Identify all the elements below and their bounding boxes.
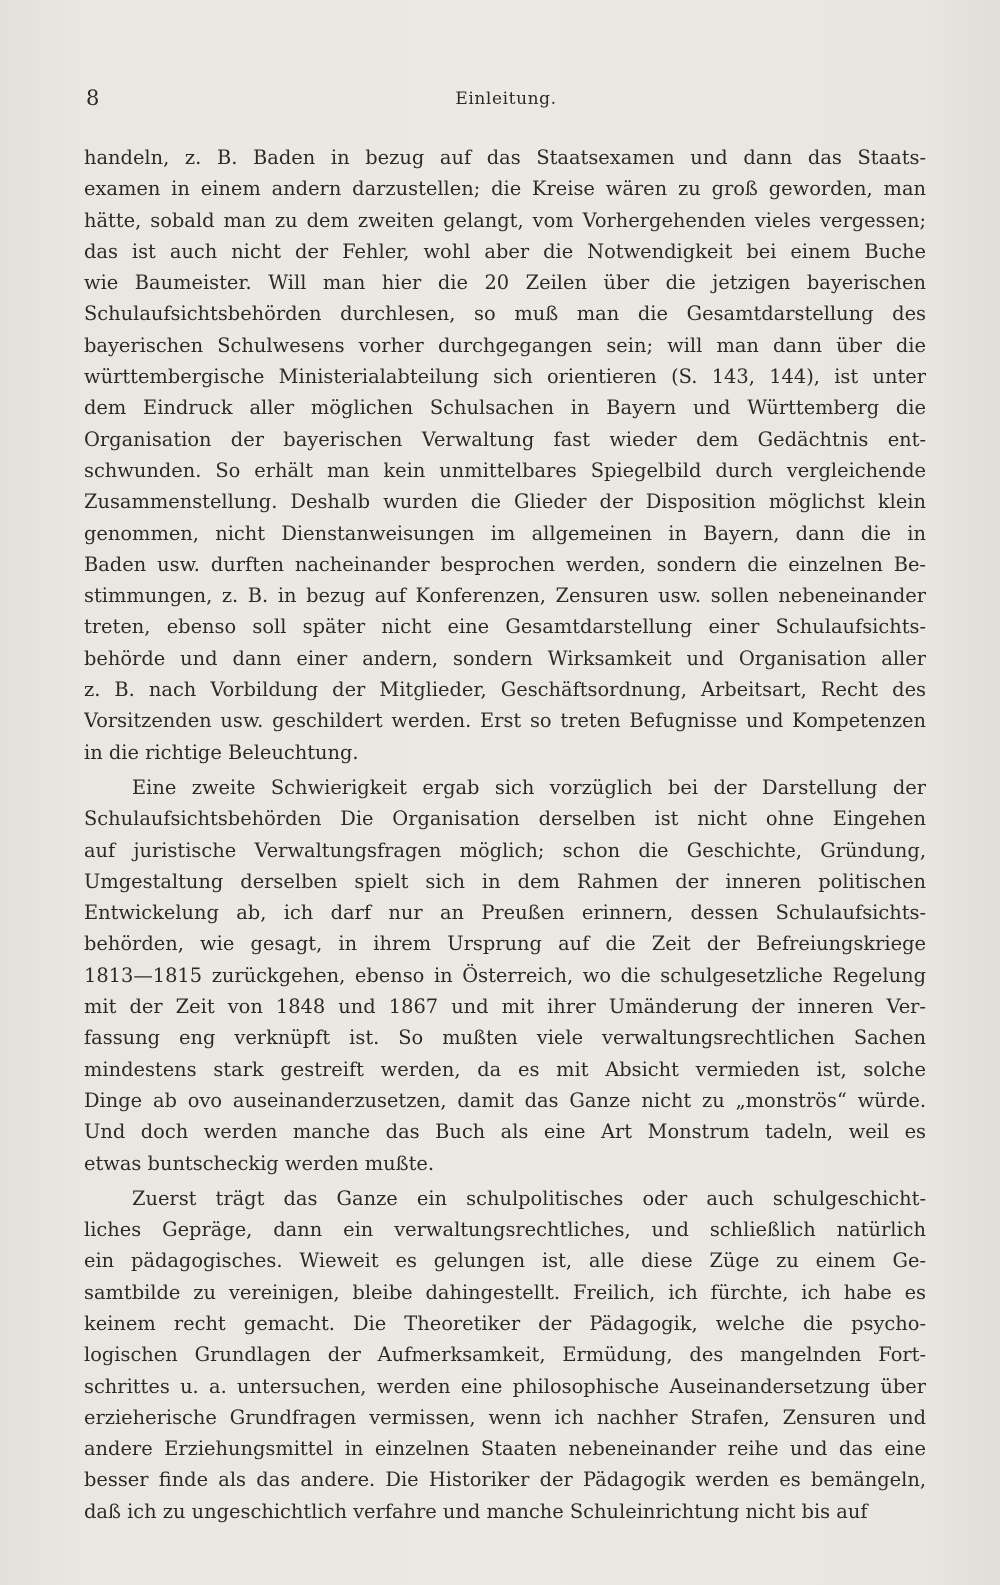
text-line: Vorsitzenden usw. geschildert werden. Erst so treten Befugnisse und Kompetenzen [84, 709, 926, 733]
text-line: logischen Grundlagen der Aufmerksamkeit, Ermüdung, des mangelnden Fort- [84, 1343, 926, 1367]
text-line: examen in einem andern darzustellen; die Kreise wären zu groß geworden, man [84, 177, 926, 201]
text-line: das ist auch nicht der Fehler, wohl aber die Notwendigkeit bei einem Buche [84, 239, 926, 263]
text-line: keinem recht gemacht. Die Theoretiker der Pädagogik, welche die psycho- [84, 1311, 926, 1335]
text-line: handeln, z. B. Baden in bezug auf das Staatsexamen und dann das Staats- [84, 146, 926, 169]
text-line: fassung eng verknüpft ist. So mußten viele verwaltungsrechtlichen Sachen [84, 1026, 926, 1050]
running-head-title: Einleitung. [455, 89, 557, 109]
text-line: Zusammenstellung. Deshalb wurden die Glieder der Disposition möglichst klein [84, 490, 926, 514]
paragraph [84, 142, 926, 768]
text-line: etwas buntscheckig werden mußte. [84, 1151, 435, 1175]
text-line: 1813—1815 zurückgehen, ebenso in Österreich, wo die schulgesetzliche Regelung [84, 963, 926, 987]
text-line: Baden usw. durften nacheinander besprochen werden, sondern die einzelnen Be- [84, 552, 926, 576]
text-line: Eine zweite Schwierigkeit ergab sich vorzüglich bei der Darstellung der [132, 775, 926, 799]
paragraph [84, 772, 926, 1179]
text-line: andere Erziehungsmittel in einzelnen Staaten nebeneinander reihe und das eine [84, 1437, 926, 1461]
text-line: besser finde als das andere. Die Historiker der Pädagogik werden es bemängeln, [84, 1468, 926, 1492]
text-line: Zuerst trägt das Ganze ein schulpolitisches oder auch schulgeschicht- [132, 1186, 926, 1210]
text-line: in die richtige Beleuchtung. [84, 740, 359, 764]
text-line: z. B. nach Vorbildung der Mitglieder, Geschäftsordnung, Arbeitsart, Recht des [84, 678, 926, 702]
text-line: treten, ebenso soll später nicht eine Gesamtdarstellung einer Schulaufsichts- [84, 615, 926, 639]
text-line: auf juristische Verwaltungsfragen möglich; schon die Geschichte, Gründung, [84, 838, 926, 862]
text-line: behörde und dann einer andern, sondern Wirksamkeit und Organisation aller [84, 646, 926, 670]
text-line: wie Baumeister. Will man hier die 20 Zeilen über die jetzigen bayerischen [84, 271, 926, 295]
text-line: genommen, nicht Dienstanweisungen im allgemeinen in Bayern, dann die in [84, 521, 926, 545]
text-line: Organisation der bayerischen Verwaltung fast wieder dem Gedächtnis ent- [84, 427, 926, 451]
text-line: ein pädagogisches. Wieweit es gelungen ist, alle diese Züge zu einem Ge- [84, 1249, 926, 1273]
running-head [86, 86, 926, 116]
text-line: erzieherische Grundfragen vermissen, wenn ich nachher Strafen, Zensuren und [84, 1405, 926, 1429]
text-line: behörden, wie gesagt, in ihrem Ursprung auf die Zeit der Befreiungskriege [84, 932, 926, 956]
text-line: bayerischen Schulwesens vorher durchgegangen sein; will man dann über die [84, 333, 926, 357]
text-line: Und doch werden manche das Buch als eine Art Monstrum tadeln, weil es [84, 1120, 926, 1144]
text-line: Schulaufsichtsbehörden Die Organisation derselben ist nicht ohne Eingehen [84, 807, 926, 831]
paragraph [84, 1183, 926, 1527]
text-line: württembergische Ministerialabteilung sich orientieren (S. 143, 144), ist unter [84, 365, 926, 389]
text-line: samtbilde zu vereinigen, bleibe dahingestellt. Freilich, ich fürchte, ich habe es [84, 1280, 926, 1304]
text-line: liches Gepräge, dann ein verwaltungsrechtliches, und schließlich natürlich [84, 1218, 926, 1242]
text-line: daß ich zu ungeschichtlich verfahre und manche Schuleinrichtung nicht bis auf [84, 1499, 868, 1523]
text-line: dem Eindruck aller möglichen Schulsachen in Bayern und Württemberg die [84, 396, 926, 420]
text-line: Schulaufsichtsbehörden durchlesen, so muß man die Gesamtdarstellung des [84, 302, 926, 326]
text-line: hätte, sobald man zu dem zweiten gelangt, vom Vorhergehenden vieles vergessen; [84, 208, 926, 232]
body-text [84, 142, 926, 1527]
text-line: stimmungen, z. B. in bezug auf Konferenzen, Zensuren usw. sollen nebeneinander [84, 584, 926, 608]
text-line: mit der Zeit von 1848 und 1867 und mit ihrer Umänderung der inneren Ver- [84, 995, 926, 1019]
text-line: schwunden. So erhält man kein unmittelbares Spiegelbild durch vergleichende [84, 458, 926, 482]
text-line: mindestens stark gestreift werden, da es mit Absicht vermieden ist, solche [84, 1057, 926, 1081]
text-line: Umgestaltung derselben spielt sich in dem Rahmen der inneren politischen [84, 869, 926, 893]
page-number: 8 [86, 86, 100, 110]
text-line: Entwickelung ab, ich darf nur an Preußen erinnern, dessen Schulaufsichts- [84, 901, 926, 925]
text-line: Dinge ab ovo auseinanderzusetzen, damit das Ganze nicht zu „monströs“ würde. [84, 1088, 926, 1112]
text-line: schrittes u. a. untersuchen, werden eine philosophische Auseinandersetzung über [84, 1374, 926, 1398]
